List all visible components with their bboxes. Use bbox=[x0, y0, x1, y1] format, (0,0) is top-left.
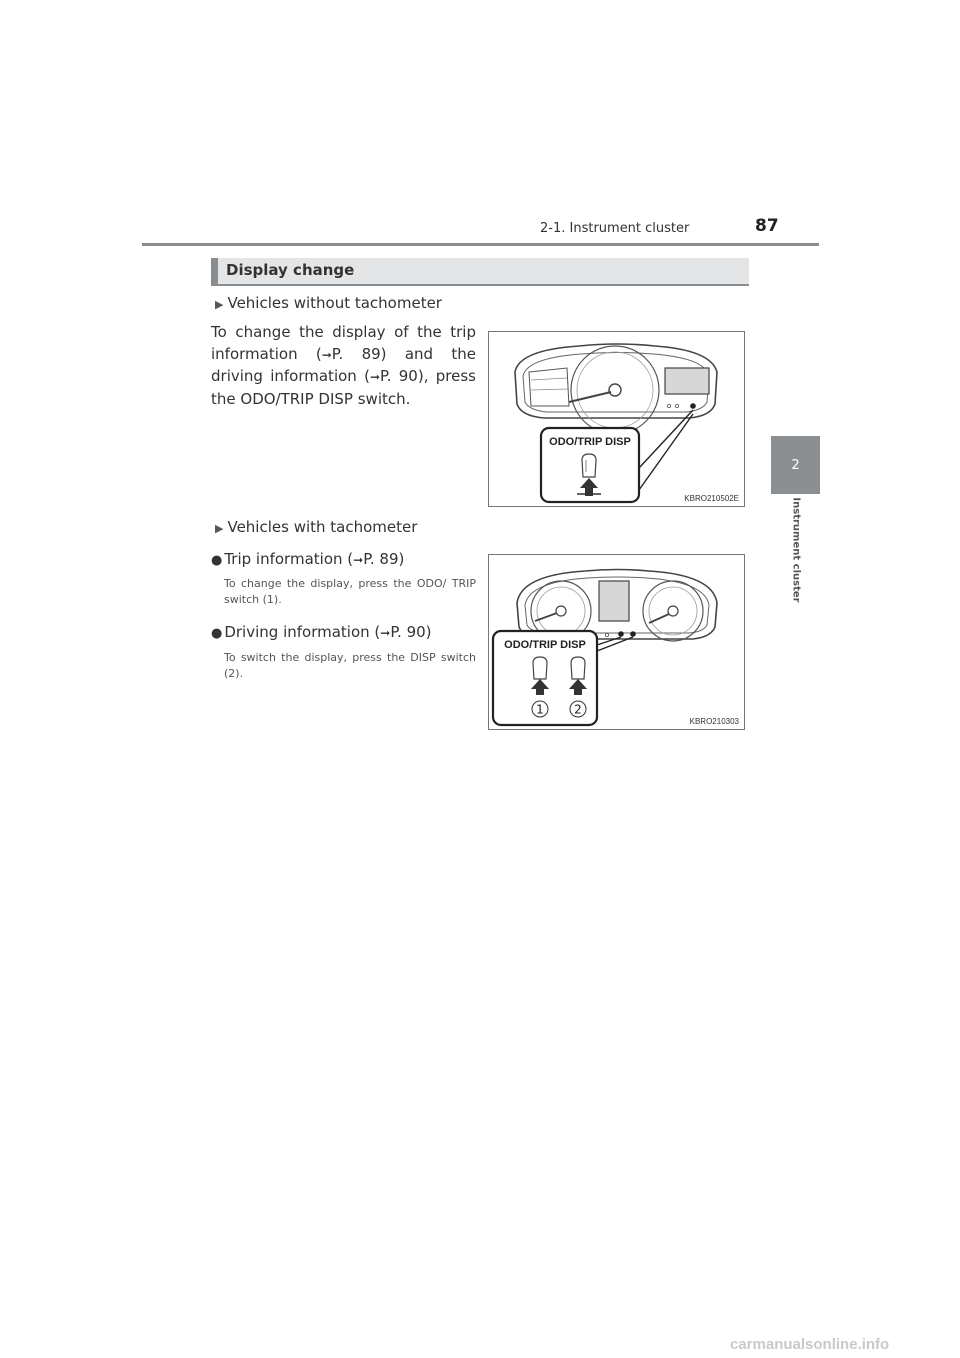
callout-number: 1 bbox=[266, 593, 274, 606]
callout-number: 2 bbox=[228, 667, 236, 680]
page-reference-link[interactable]: P. 89 bbox=[331, 344, 381, 363]
chapter-title: Instrument cluster bbox=[790, 497, 801, 603]
bullet-icon: ● bbox=[211, 626, 223, 641]
cluster-illustration bbox=[489, 555, 744, 729]
page-reference-link[interactable]: P. 90 bbox=[390, 623, 426, 641]
variant-heading-2 bbox=[215, 518, 417, 536]
header-divider bbox=[142, 243, 819, 246]
variant-1-paragraph: To change the display of the trip information (➞P. 89) and the driving information (➞P. 90), press the ODO/TRIP DISP switch. bbox=[211, 323, 476, 408]
switch-label: ODO/TRIP DISP bbox=[504, 639, 586, 651]
page-number: 87 bbox=[755, 216, 779, 236]
figure-code: KBRO210303 bbox=[689, 717, 739, 726]
figure-code: KBRO210502E bbox=[684, 494, 739, 503]
callout-2-label: 2 bbox=[574, 702, 582, 717]
driving-information-text: To switch the display, press the DISP switch (2). bbox=[224, 651, 476, 680]
reference-arrow-icon: ➞ bbox=[380, 626, 391, 640]
reference-arrow-icon: ➞ bbox=[321, 347, 332, 362]
chapter-tab: 2 bbox=[771, 436, 820, 494]
reference-arrow-icon: ➞ bbox=[369, 370, 380, 384]
switch-label: ODO/TRIP DISP bbox=[549, 436, 631, 448]
page-reference-link[interactable]: P. 89 bbox=[363, 550, 399, 568]
variant-label: Vehicles with tachometer bbox=[227, 518, 418, 536]
reference-arrow-icon: ➞ bbox=[353, 553, 364, 567]
section-header: 2-1. Instrument cluster bbox=[540, 221, 690, 236]
cluster-illustration bbox=[489, 332, 744, 506]
triangle-bullet-icon: ▶ bbox=[215, 298, 224, 311]
chapter-label bbox=[771, 497, 820, 603]
bullet-trip-information: ● Trip information (➞P. 89) bbox=[211, 550, 405, 568]
bullet-icon: ● bbox=[211, 553, 223, 568]
figure-cluster-without-tachometer bbox=[488, 331, 745, 507]
section-title: Display change bbox=[226, 261, 355, 279]
variant-heading-1 bbox=[215, 294, 442, 312]
callout-1-label: 1 bbox=[536, 702, 544, 717]
page-reference-link[interactable]: P. 90 bbox=[380, 367, 418, 385]
variant-label: Vehicles without tachometer bbox=[227, 294, 442, 312]
watermark: carmanualsonline.info bbox=[730, 1336, 890, 1353]
trip-information-text: To change the display, press the ODO/ TRIP switch (1). bbox=[224, 577, 476, 606]
bullet-driving-information: ● Driving information (➞P. 90) bbox=[211, 623, 432, 641]
triangle-bullet-icon: ▶ bbox=[215, 522, 224, 535]
section-title-bar bbox=[211, 258, 749, 286]
figure-cluster-with-tachometer bbox=[488, 554, 745, 730]
